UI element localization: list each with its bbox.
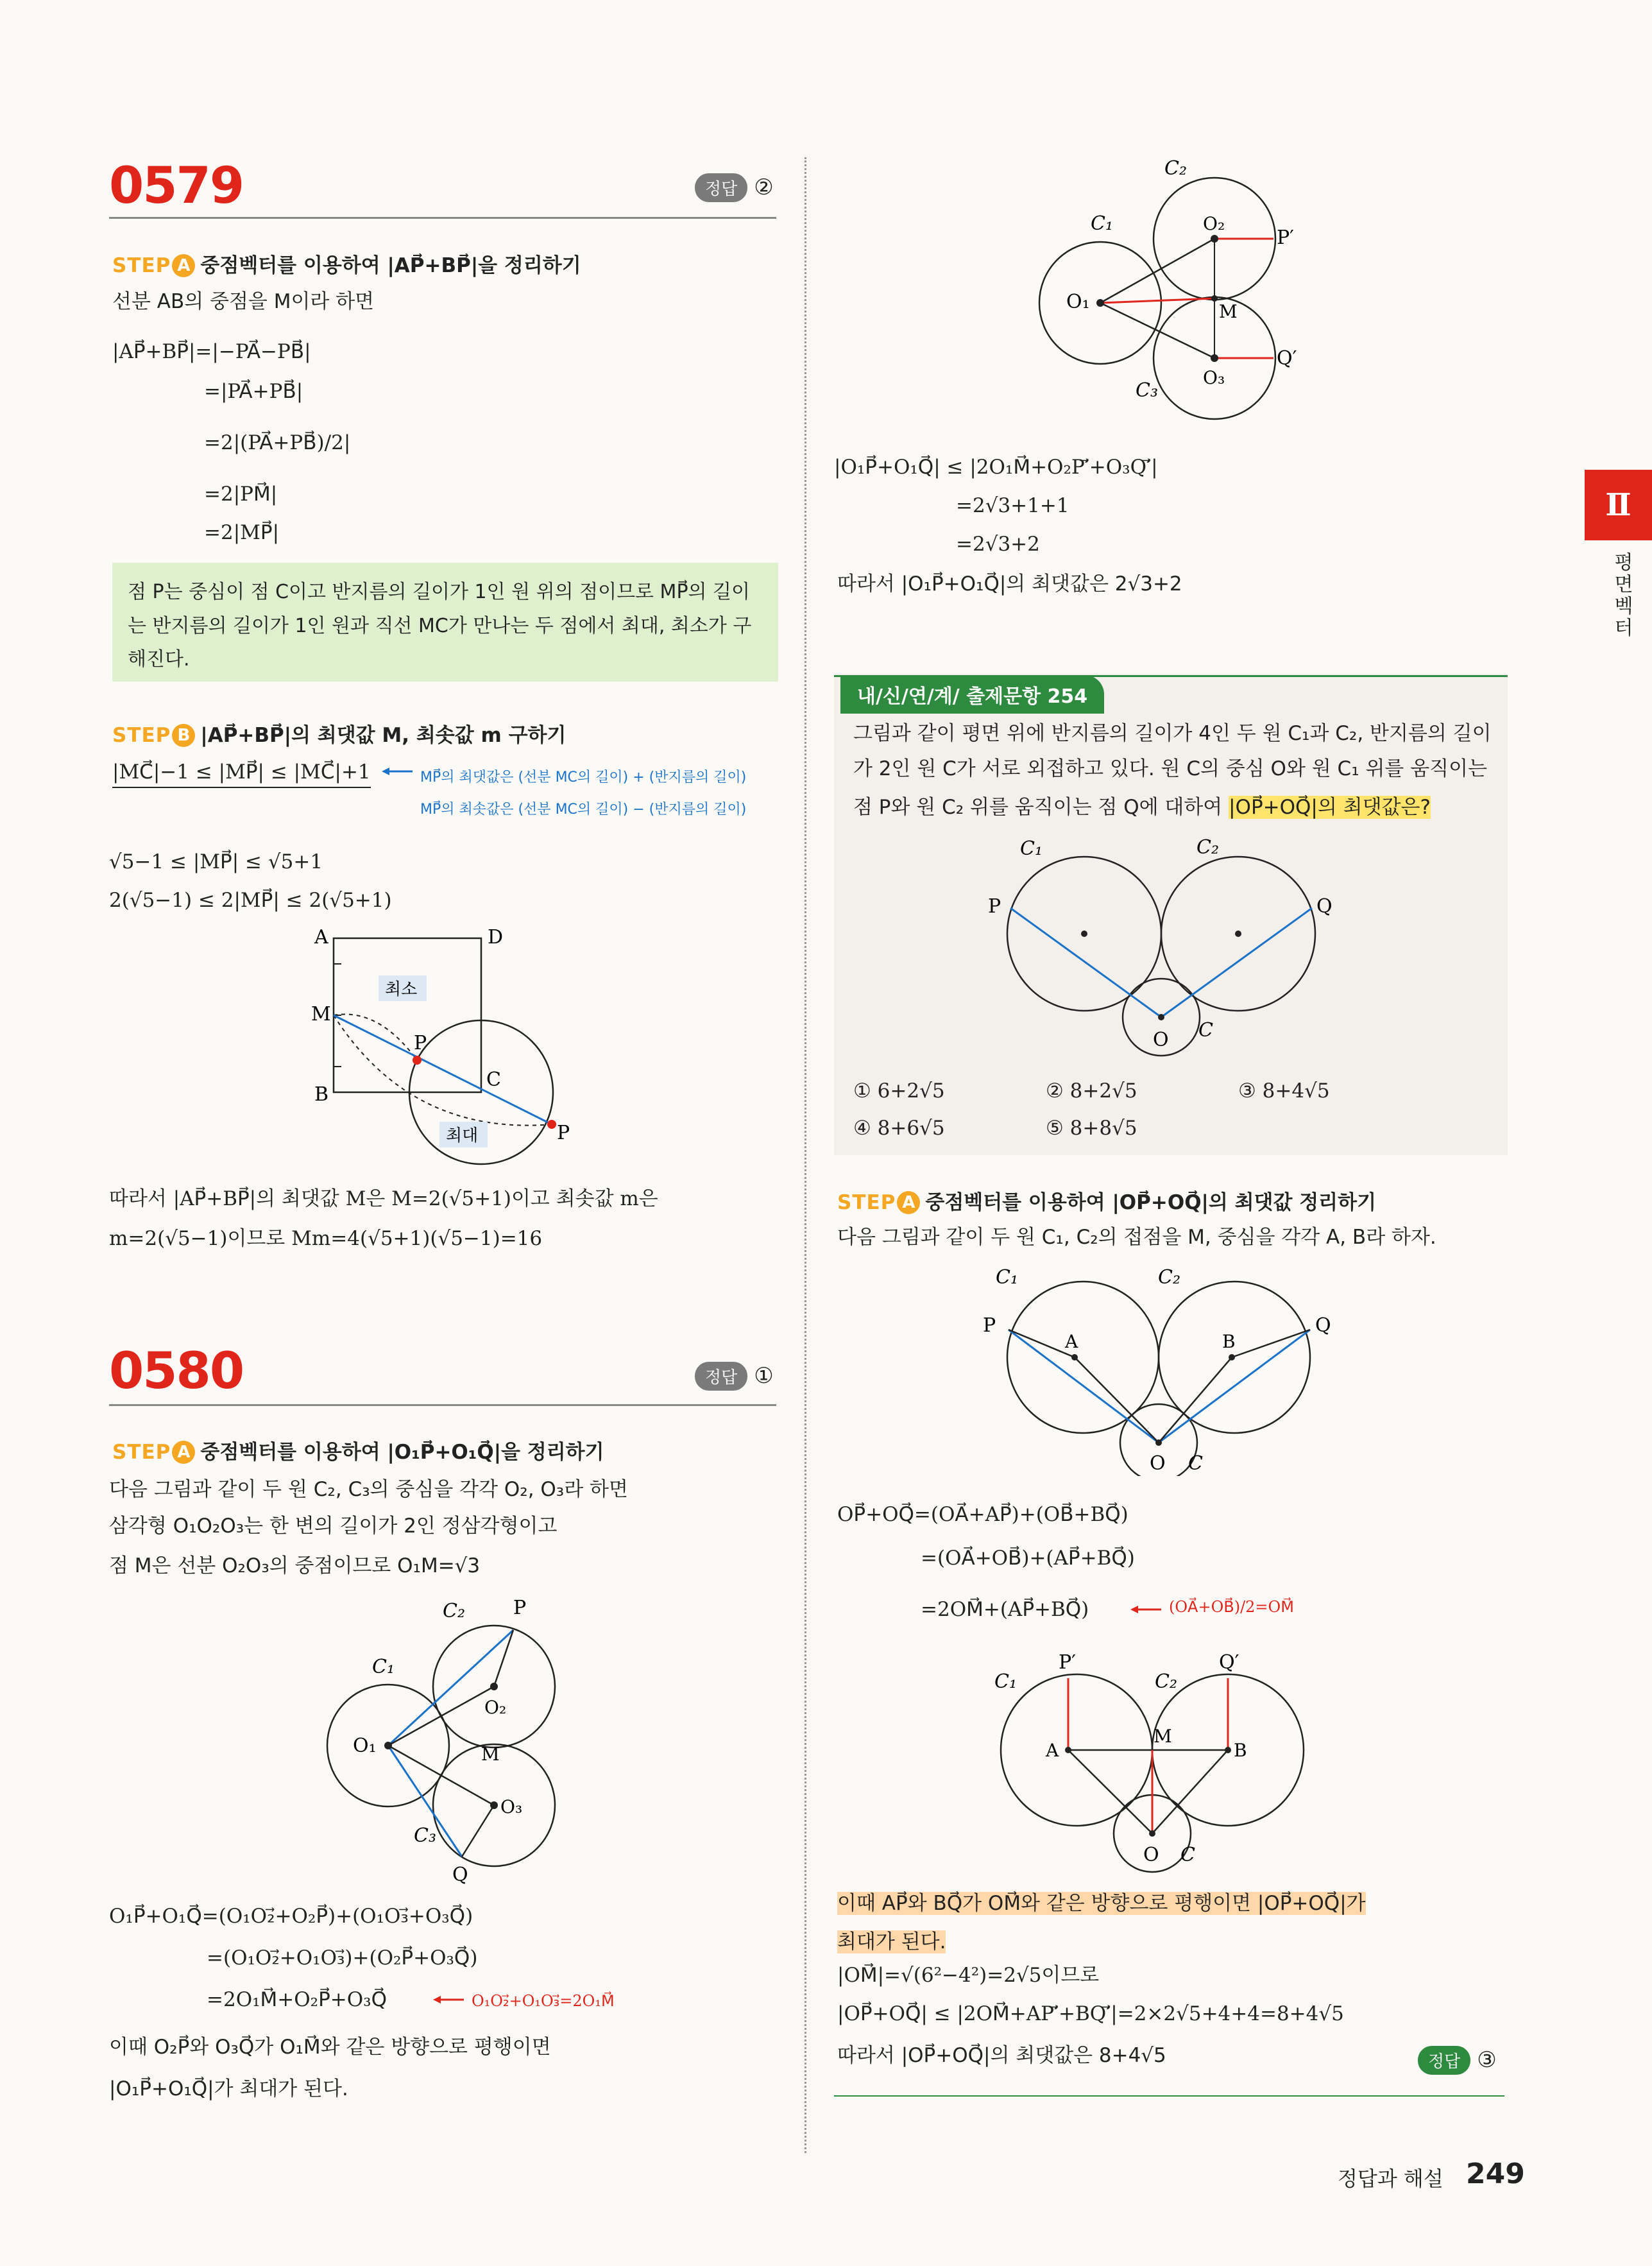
problem-number-0579: 0579 [109, 157, 244, 215]
answer-0580 [695, 1362, 774, 1391]
then1-0580: 이때 O₂P⃗와 O₃Q⃗가 O₁M⃗와 같은 방향으로 평행이면 [109, 2036, 551, 2059]
answer-0579 [695, 173, 774, 202]
page-number: 249 [1466, 2158, 1525, 2190]
answer-254 [1418, 2046, 1497, 2075]
linked-problem-tag: 내/신/연/계/ 출제문항 254 [840, 675, 1104, 714]
label-c1: C₁ [372, 1656, 395, 1678]
label-max: 최대 [446, 1126, 479, 1146]
choice-5[interactable]: ⑤ 8+8√5 [1046, 1117, 1137, 1140]
label-c1: C₁ [1020, 837, 1043, 860]
eq2-0579: =|PA⃗+PB⃗| [204, 380, 303, 403]
eq1-0579: |AP⃗+BP⃗|=|−PA⃗−PB⃗| [112, 340, 311, 363]
eq4-0579: =2|PM⃗| [204, 483, 278, 506]
arrow-left-icon [1130, 1603, 1162, 1616]
figure-three-circles-max [1026, 154, 1322, 424]
figure-square-circle [308, 924, 590, 1168]
figure-254-max [982, 1640, 1341, 1877]
ineq2-0580: =2√3+1+1 [956, 494, 1069, 517]
square [334, 938, 481, 1092]
answer-badge: 정답 [1418, 2046, 1470, 2075]
label-o1: O₁ [353, 1735, 377, 1757]
label-q-prime: Q′ [1277, 347, 1297, 370]
step-a-0579: STEP A 중점벡터를 이용하여 |AP⃗+BP⃗|을 정리하기 [112, 254, 581, 277]
ineq-254: |OP⃗+OQ⃗| ≤ |2OM⃗+AP′⃗+BQ′⃗|=2×2√5+4+4=8+4√5 [837, 2002, 1344, 2025]
label-c1: C₁ [996, 1266, 1018, 1289]
divider-0580 [109, 1404, 776, 1406]
conclusion-254: 따라서 |OP⃗+OQ⃗|의 최댓값은 8+4√5 [837, 2044, 1166, 2067]
label-c: C [1198, 1019, 1213, 1042]
eq5-0579: =2|MP⃗| [204, 521, 280, 544]
divider-0579 [109, 217, 776, 219]
label-c3: C₃ [414, 1824, 436, 1847]
label-m: M [311, 1003, 331, 1026]
label-q: Q [1315, 1314, 1331, 1337]
eq3-0579: =2|(PA⃗+PB⃗)/2| [204, 431, 351, 454]
label-p: P [513, 1597, 527, 1619]
label-o3: O₃ [1203, 367, 1225, 388]
choice-2[interactable]: ② 8+2√5 [1046, 1079, 1137, 1103]
chapter-tab[interactable]: Ⅱ [1585, 470, 1652, 540]
choice-4[interactable]: ④ 8+6√5 [853, 1117, 945, 1140]
eq1-0580: O₁P⃗+O₁Q⃗=(O₁O₂⃗+O₂P⃗)+(O₁O₃⃗+O₃Q⃗) [109, 1905, 473, 1928]
label-c3: C₃ [1136, 379, 1158, 402]
label-q: Q [1316, 895, 1333, 918]
answer-badge: 정답 [695, 1362, 747, 1391]
question-highlight: |OP⃗+OQ⃗|의 최댓값은? [1229, 796, 1431, 819]
label-o: O [1150, 1452, 1166, 1475]
then2-254: 최대가 된다. [837, 1930, 946, 1953]
label-p-prime: P′ [1059, 1651, 1076, 1674]
intro3-0580: 점 M은 선분 O₂O₃의 중점이므로 O₁M=√3 [109, 1554, 481, 1577]
ineq3-0579: 2(√5−1) ≤ 2|MP⃗| ≤ 2(√5+1) [109, 889, 392, 912]
label-d: D [488, 926, 504, 948]
label-b: B [1222, 1331, 1236, 1352]
eq3-note-254: (OA⃗+OB⃗)/2=OM⃗ [1169, 1598, 1294, 1616]
label-a: A [1046, 1740, 1059, 1761]
question-line-2: 가 2인 원 C가 서로 외접하고 있다. 원 C의 중심 O와 원 C₁ 위를 움직이는 [853, 757, 1487, 780]
intro1-0580: 다음 그림과 같이 두 원 C₂, C₃의 중심을 각각 O₂, O₃라 하면 [109, 1478, 628, 1501]
eq3-0580: =2O₁M⃗+O₂P⃗+O₃Q⃗ [207, 1988, 387, 2011]
column-divider [805, 157, 806, 2153]
label-m: M [1154, 1726, 1172, 1747]
note-box-0579: 점 P는 중심이 점 C이고 반지름의 길이가 1인 원 위의 점이므로 MP⃗의 길이는 반지름의 길이가 1인 원과 직선 MC가 만나는 두 점에서 최대, 최소가 구해진다. [112, 563, 778, 682]
label-o2: O₂ [484, 1697, 507, 1718]
ineq1-0580: |O₁P⃗+O₁Q⃗| ≤ |2O₁M⃗+O₂P′⃗+O₃Q′⃗| [834, 456, 1158, 479]
figure-254-question [975, 828, 1373, 1059]
answer-value: ③ [1477, 2047, 1497, 2073]
label-o: O [1153, 1029, 1169, 1051]
label-o3: O₃ [500, 1796, 523, 1817]
label-p: P [983, 1314, 996, 1337]
arrow-left-icon [382, 765, 414, 778]
label-min: 최소 [385, 980, 418, 999]
then1-254: 이때 AP⃗와 BQ⃗가 OM⃗와 같은 방향으로 평행이면 |OP⃗+OQ⃗|가 [837, 1892, 1366, 1915]
figure-three-circles [314, 1595, 571, 1896]
label-q: Q [452, 1864, 468, 1886]
eq3-254: =2OM⃗+(AP⃗+BQ⃗) [921, 1598, 1089, 1621]
eq2-254: =(OA⃗+OB⃗)+(AP⃗+BQ⃗) [921, 1547, 1135, 1570]
label-o: O [1143, 1844, 1159, 1866]
label-o1: O₁ [1066, 291, 1090, 313]
chapter-title: 평면벡터 [1610, 552, 1633, 639]
label-p-min: P [414, 1032, 427, 1054]
label-c1: C₁ [1091, 212, 1113, 235]
problem-number-0580: 0580 [109, 1343, 244, 1400]
label-c: C [1188, 1452, 1203, 1475]
arrow-left-icon [433, 1993, 465, 2006]
divider-254 [834, 2095, 1504, 2097]
label-c: C [1180, 1844, 1195, 1866]
then2-0580: |O₁P⃗+O₁Q⃗|가 최대가 된다. [109, 2077, 348, 2100]
label-c: C [486, 1069, 501, 1091]
figure-254-solution [975, 1258, 1360, 1476]
label-b: B [314, 1083, 329, 1106]
ineq2-0579: √5−1 ≤ |MP⃗| ≤ √5+1 [109, 850, 323, 873]
label-o2: O₂ [1203, 213, 1225, 234]
step-b-0579: STEP B |AP⃗+BP⃗|의 최댓값 M, 최솟값 m 구하기 [112, 724, 566, 747]
choice-1[interactable]: ① 6+2√5 [853, 1079, 945, 1103]
intro-0579: 선분 AB의 중점을 M이라 하면 [112, 290, 375, 313]
label-m: M [1219, 301, 1238, 322]
label-p-prime: P′ [1277, 227, 1294, 249]
note-min: MP⃗의 최솟값은 (선분 MC의 길이) − (반지름의 길이) [420, 802, 747, 818]
label-a: A [314, 926, 328, 948]
intro2-0580: 삼각형 O₁O₂O₃는 한 변의 길이가 2인 정삼각형이고 [109, 1515, 558, 1538]
label-p: P [988, 895, 1001, 918]
ineq1-0579: |MC⃗|−1 ≤ |MP⃗| ≤ |MC⃗|+1 [112, 760, 371, 788]
conclusion-0580: 따라서 |O₁P⃗+O₁Q⃗|의 최댓값은 2√3+2 [837, 572, 1182, 596]
answer-value: ② [754, 175, 774, 200]
question-line-1: 그림과 같이 평면 위에 반지름의 길이가 4인 두 원 C₁과 C₂, 반지름의 길이 [853, 722, 1492, 745]
label-c2: C₂ [1155, 1670, 1177, 1693]
ineq3-0580: =2√3+2 [956, 533, 1040, 556]
label-c1: C₁ [994, 1670, 1017, 1693]
step-a-0580: STEP A 중점벡터를 이용하여 |O₁P⃗+O₁Q⃗|을 정리하기 [112, 1441, 604, 1464]
choice-3[interactable]: ③ 8+4√5 [1238, 1079, 1330, 1103]
conclusion2-0579: m=2(√5−1)이므로 Mm=4(√5+1)(√5−1)=16 [109, 1227, 543, 1250]
label-c2: C₂ [1158, 1266, 1180, 1289]
label-c2: C₂ [1164, 157, 1187, 180]
intro-254: 다음 그림과 같이 두 원 C₁, C₂의 접점을 M, 중심을 각각 A, B라 하자. [837, 1226, 1436, 1249]
om-254: |OM⃗|=√(6²−4²)=2√5이므로 [837, 1964, 1100, 1987]
label-p-max: P [557, 1122, 570, 1144]
label-q-prime: Q′ [1219, 1651, 1239, 1674]
eq1-254: OP⃗+OQ⃗=(OA⃗+AP⃗)+(OB⃗+BQ⃗) [837, 1503, 1128, 1526]
answer-badge: 정답 [695, 173, 747, 202]
step-a-254: STEP A 중점벡터를 이용하여 |OP⃗+OQ⃗|의 최댓값 정리하기 [837, 1191, 1377, 1214]
label-b: B [1234, 1740, 1247, 1761]
question-line-3: 점 P와 원 C₂ 위를 움직이는 점 Q에 대하여 |OP⃗+OQ⃗|의 최댓값은? [853, 796, 1431, 819]
label-m: M [481, 1744, 500, 1765]
label-c2: C₂ [1196, 836, 1219, 859]
note-max: MP⃗의 최댓값은 (선분 MC의 길이) + (반지름의 길이) [420, 769, 747, 785]
eq2-0580: =(O₁O₂⃗+O₁O₃⃗)+(O₂P⃗+O₃Q⃗) [207, 1946, 478, 1970]
eq3-note-0580: O₁O₂⃗+O₁O₃⃗=2O₁M⃗ [472, 1992, 615, 2010]
label-c2: C₂ [443, 1600, 465, 1622]
footer-label: 정답과 해설 [1338, 2167, 1443, 2191]
label-a: A [1065, 1331, 1078, 1352]
conclusion1-0579: 따라서 |AP⃗+BP⃗|의 최댓값 M은 M=2(√5+1)이고 최솟값 m은 [109, 1187, 658, 1210]
answer-value: ① [754, 1363, 774, 1389]
